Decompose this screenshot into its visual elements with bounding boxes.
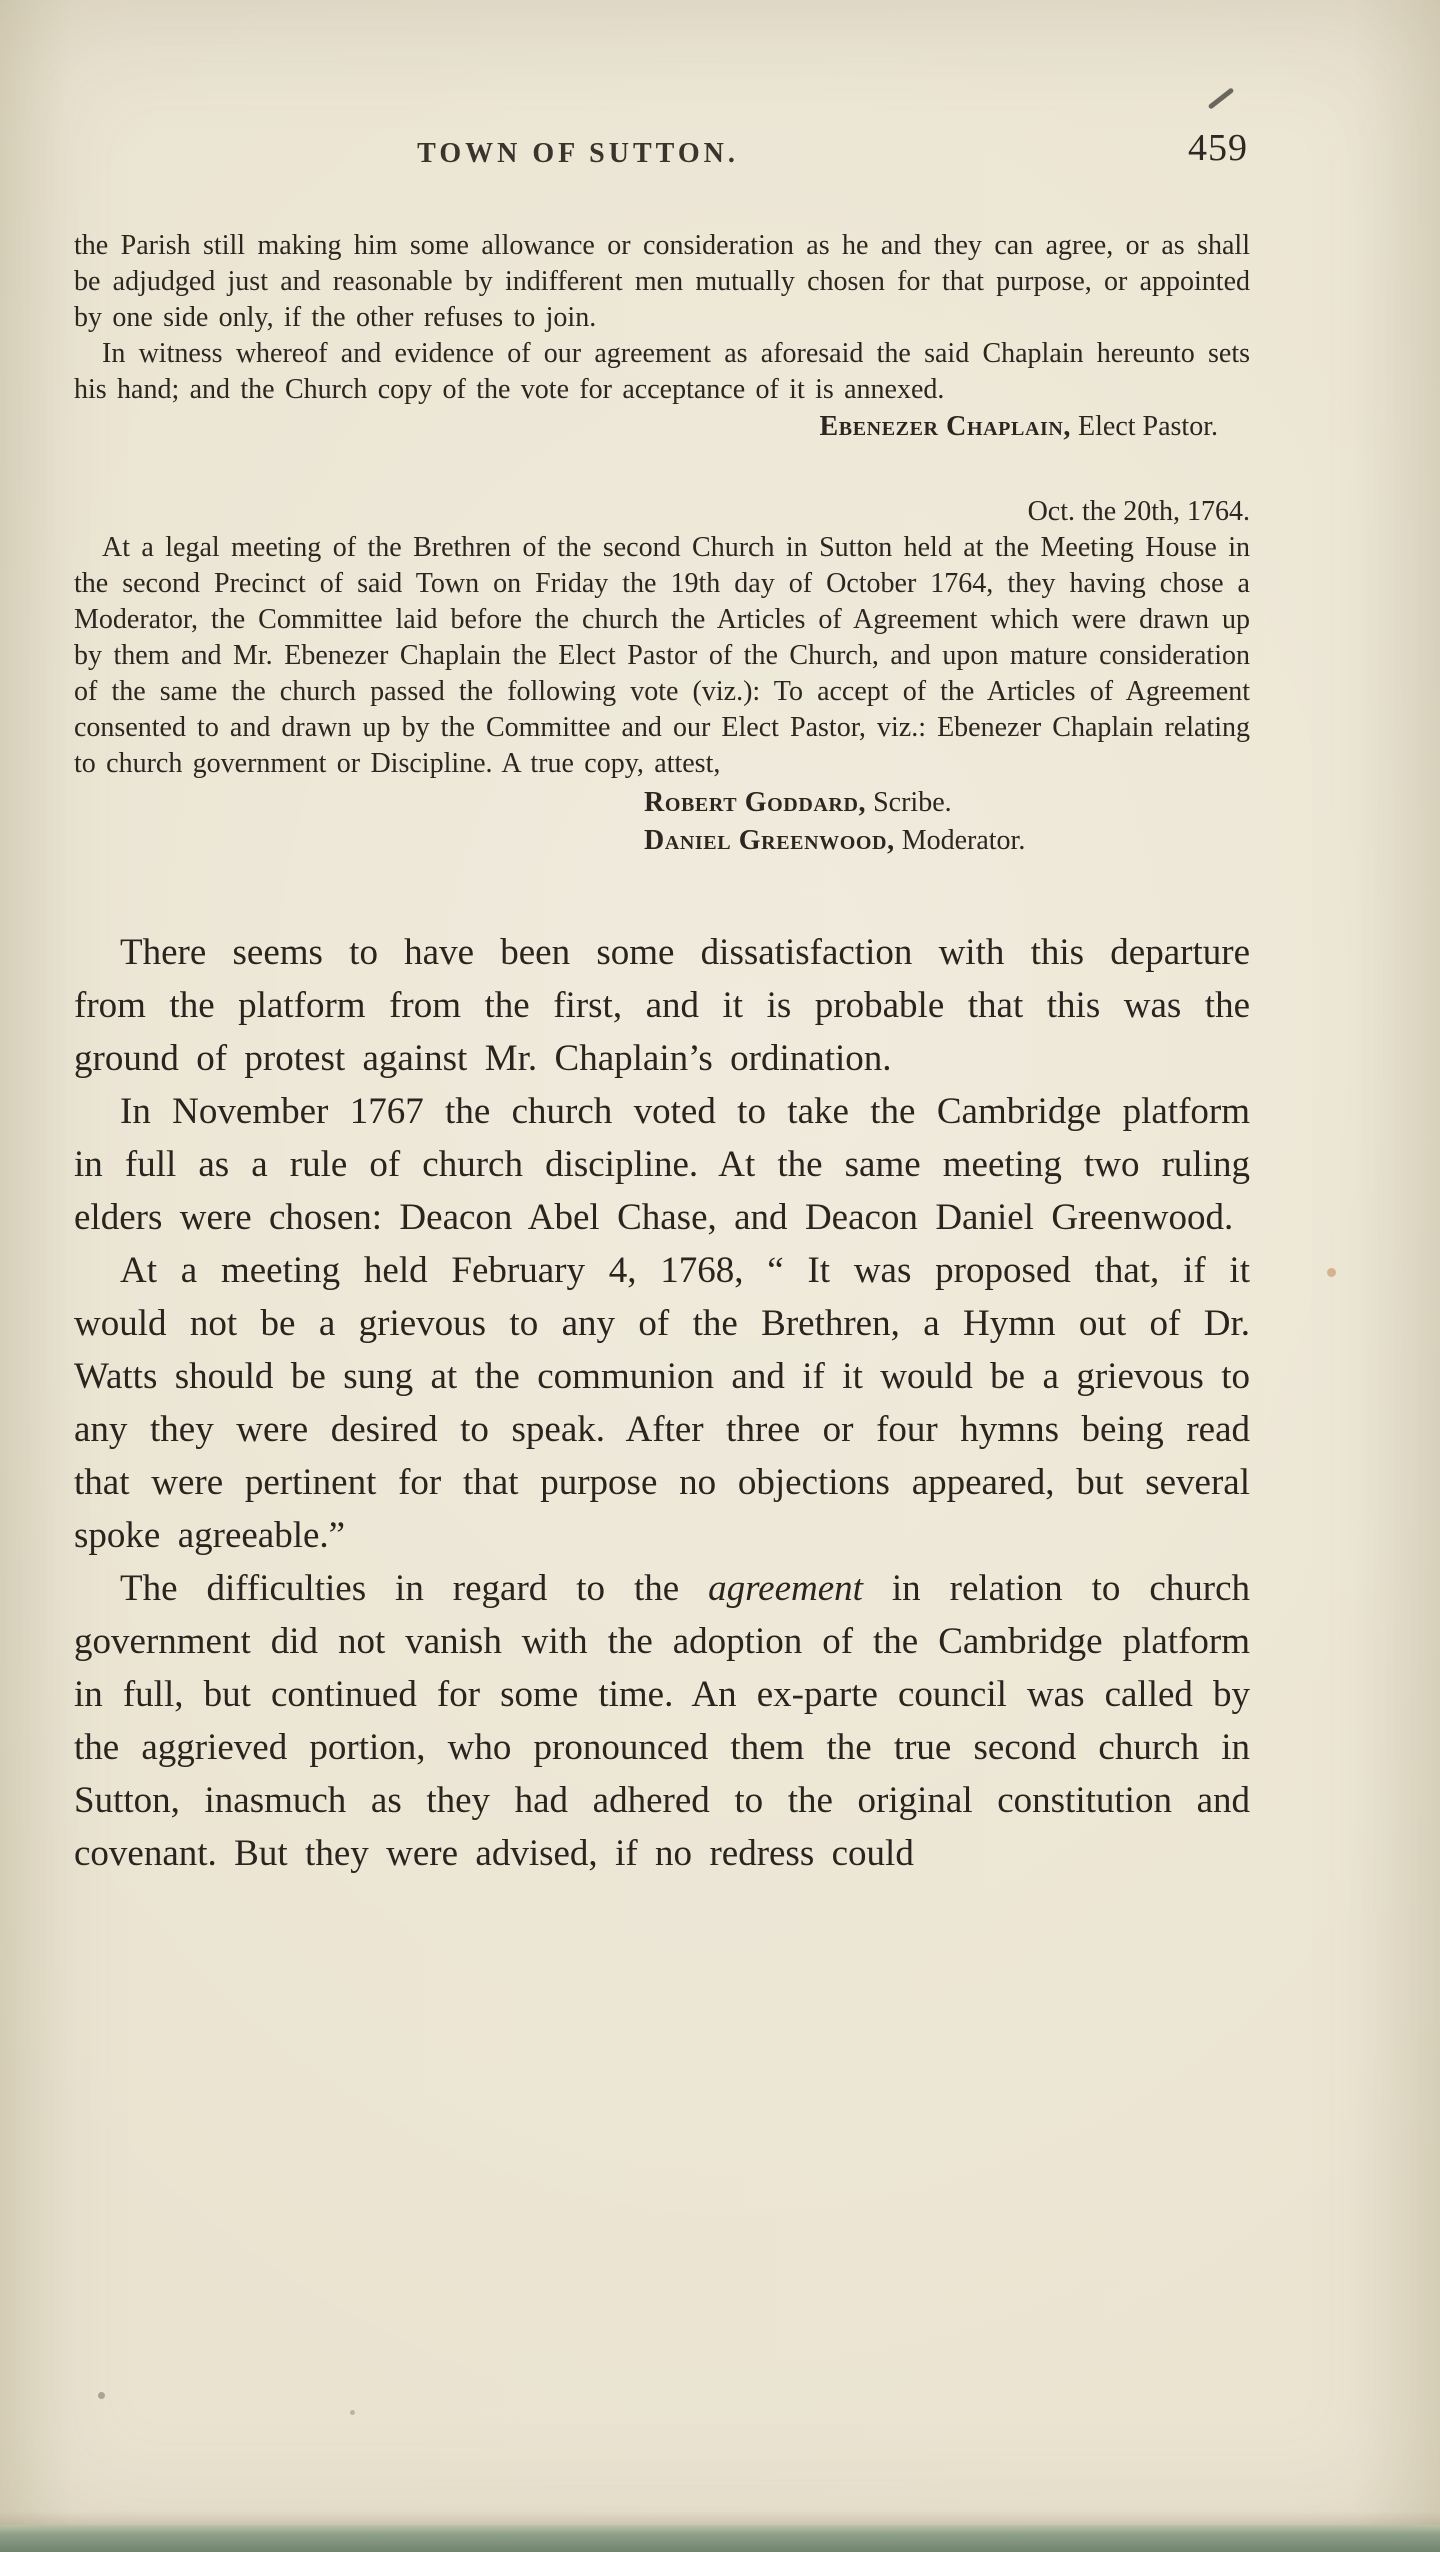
page-bottom-shadow — [0, 2511, 1440, 2525]
italic-word-agreement: agreement — [708, 1568, 863, 1609]
date-line: Oct. the 20th, 1764. — [1027, 496, 1250, 527]
text-block — [74, 228, 1250, 1880]
paragraph-february-1768: At a meeting held February 4, 1768, “ It was proposed that, if it would not be a grievous to any of the Brethren, a Hymn out of Dr. Watts should be sung at the communion and if it would be a grievous to any they were desired to speak. After three or four hymns being read that were pertinent for that purpose no objections appeared, but several spoke agreeable.” — [74, 1250, 1250, 1556]
signature-role: Moderator. — [894, 825, 1026, 856]
difficulties-text-after: in relation to church government did not vanish with the adoption of the Cambridge platform in full, but continued for some time. An ex-parte council was called by the aggrieved portion, who pronounced them the true second church in Sutton, inasmuch as they had adhered to the original constitution and covenant. But they were advised, if no redress could — [74, 1568, 1250, 1874]
paragraph-witness: In witness whereof and evidence of our agreement as aforesaid the said Chaplain hereunto sets his hand; and the Church copy of the vote for acceptance of it is annexed. — [74, 338, 1250, 405]
signature-name: Robert Goddard, — [644, 787, 867, 818]
signature-role: Elect Pastor. — [1071, 411, 1218, 442]
running-title: TOWN OF SUTTON. — [417, 138, 739, 169]
signature-block — [644, 784, 1250, 860]
ink-mark — [1208, 87, 1235, 109]
signature-line-scribe — [644, 784, 1250, 822]
signature-line-moderator — [644, 822, 1250, 860]
signature-name: Ebenezer Chaplain, — [819, 411, 1072, 442]
paper-speck — [98, 2392, 105, 2399]
paragraph-november-1767: In November 1767 the church voted to take the Cambridge platform in full as a rule of church discipline. At the same meeting two ruling elders were chosen: Deacon Abel Chase, and Deacon Daniel Greenwood. — [74, 1091, 1250, 1238]
paragraph-meeting: At a legal meeting of the Brethren of the second Church in Sutton held at the Meeting House in the second Precinct of said Town on Friday the 19th day of October 1764, they having chose a Moderator, the Committee laid before the church the Articles of Agreement which were drawn up by them and Mr. Ebenezer Chaplain the Elect Pastor of the Church, and upon mature consideration of the same the church passed the following vote (viz.): To accept of the Articles of Agreement consented to and drawn up by the Committee and our Elect Pastor, viz.: Ebenezer Chaplain relating to church government or Discipline. A true copy, attest, — [74, 532, 1250, 779]
paragraph-difficulties — [74, 1562, 1250, 1880]
paper-speck — [350, 2410, 355, 2415]
paragraph-dissatisfaction: There seems to have been some dissatisfaction with this departure from the platform from the first, and it is probable that this was the ground of protest against Mr. Chaplain’s ordination. — [74, 932, 1250, 1079]
foxing-spot — [1327, 1268, 1336, 1277]
paragraph-continuation: the Parish still making him some allowance or consideration as he and they can agree, or as shall be adjudged just and reasonable by indifferent men mutually chosen for that purpose, or appointed by one side only, if the other refuses to join. — [74, 230, 1250, 333]
signature-name: Daniel Greenwood, — [644, 825, 895, 856]
signature-line-pastor — [74, 408, 1250, 446]
book-bottom-edge — [0, 2525, 1440, 2552]
signature-role: Scribe. — [866, 787, 952, 818]
page-number: 459 — [1188, 127, 1248, 169]
main-text-section — [74, 926, 1250, 1880]
small-print-section — [74, 228, 1250, 860]
difficulties-text-before: The difficulties in regard to the — [120, 1568, 709, 1609]
